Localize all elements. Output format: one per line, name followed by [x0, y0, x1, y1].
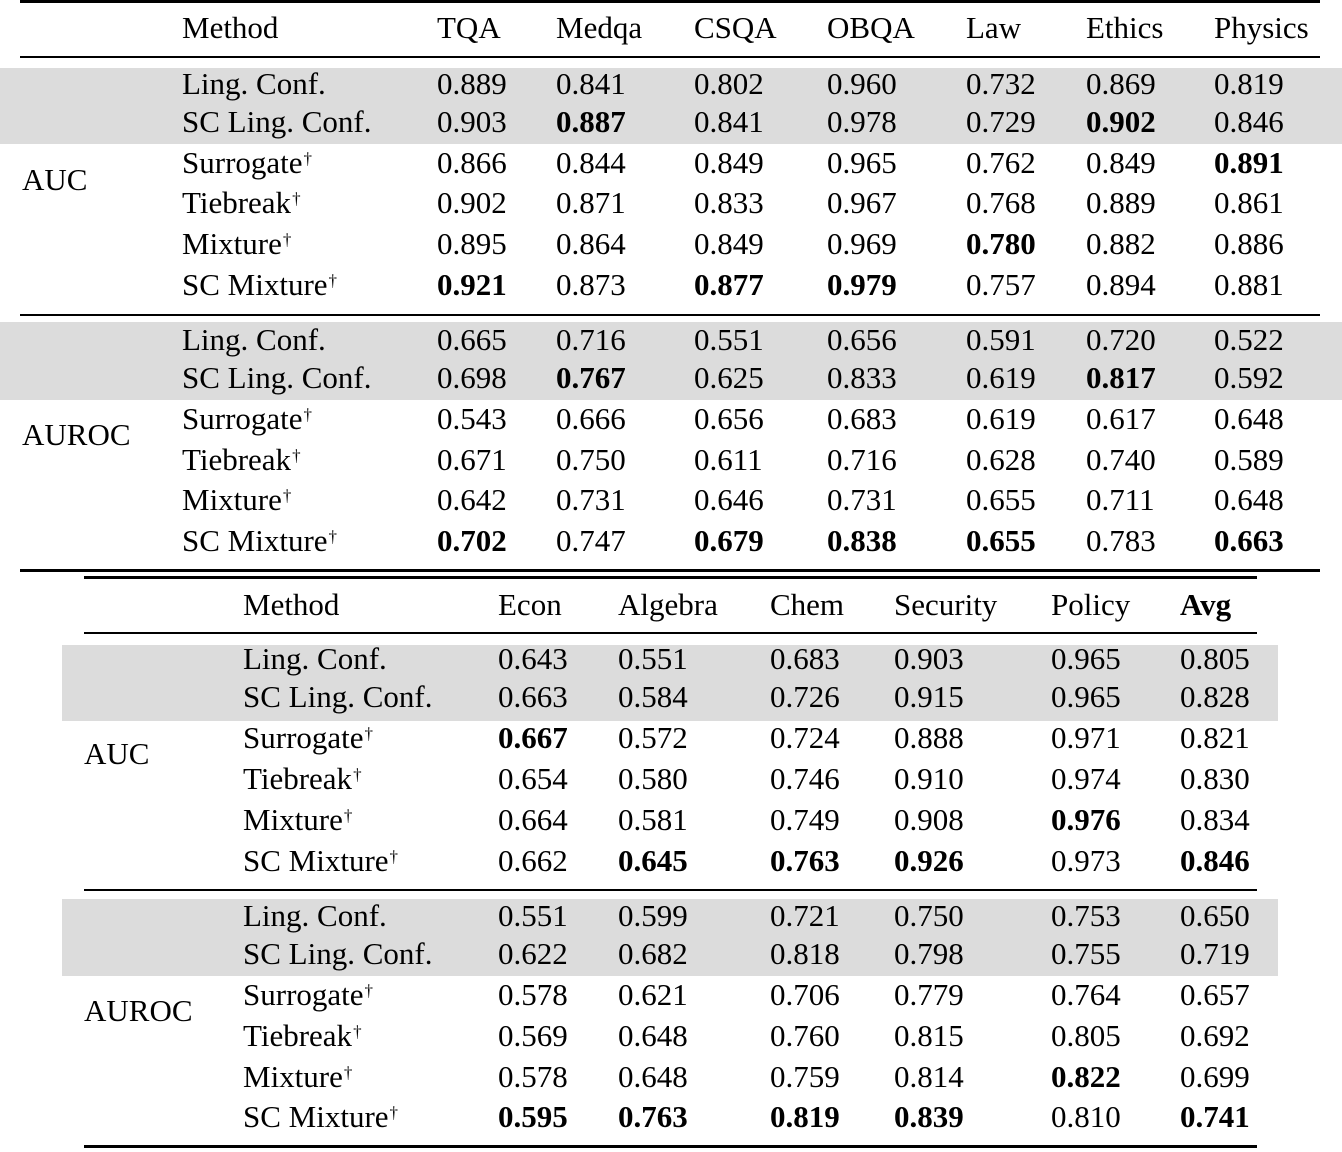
value-cell: 0.671 [437, 442, 507, 477]
column-header: Method [243, 587, 340, 622]
method-name [182, 267, 337, 303]
value-cell: 0.783 [1086, 523, 1156, 558]
value-cell: 0.846 [1180, 843, 1250, 878]
value-cell: 0.869 [1086, 66, 1156, 101]
method-name [182, 360, 371, 396]
value-cell: 0.971 [1051, 720, 1121, 755]
method-name [243, 679, 432, 715]
dagger-mark: † [303, 405, 313, 424]
column-header: Chem [770, 587, 845, 622]
value-cell: 0.645 [618, 843, 688, 878]
value-cell: 0.720 [1086, 322, 1156, 357]
value-cell: 0.821 [1180, 720, 1250, 755]
value-cell: 0.965 [1051, 641, 1121, 676]
dagger-mark: † [282, 486, 292, 505]
method-name [243, 898, 387, 934]
value-cell: 0.903 [437, 104, 507, 139]
value-cell: 0.617 [1086, 401, 1156, 436]
method-label: Surrogate [182, 401, 303, 436]
value-cell: 0.805 [1051, 1018, 1121, 1053]
value-cell: 0.569 [498, 1018, 568, 1053]
table-rule [84, 1145, 1257, 1148]
value-cell: 0.849 [694, 226, 764, 261]
method-label: Tiebreak [243, 761, 353, 796]
dagger-mark: † [343, 1063, 353, 1082]
value-cell: 0.665 [437, 322, 507, 357]
method-name [182, 145, 312, 181]
value-cell: 0.814 [894, 1059, 964, 1094]
value-cell: 0.663 [498, 679, 568, 714]
value-cell: 0.648 [618, 1059, 688, 1094]
method-label: Mixture [182, 482, 282, 517]
column-header: Algebra [618, 587, 718, 622]
dagger-mark: † [303, 149, 313, 168]
value-cell: 0.834 [1180, 802, 1250, 837]
value-cell: 0.915 [894, 679, 964, 714]
value-cell: 0.580 [618, 761, 688, 796]
column-header: Ethics [1086, 10, 1164, 45]
value-cell: 0.818 [770, 936, 840, 971]
value-cell: 0.551 [498, 898, 568, 933]
method-label: SC Mixture [243, 843, 389, 878]
value-cell: 0.757 [966, 267, 1036, 302]
value-cell: 0.819 [1214, 66, 1284, 101]
value-cell: 0.871 [556, 185, 626, 220]
value-cell: 0.731 [556, 482, 626, 517]
method-name [243, 1059, 352, 1095]
method-name [243, 936, 432, 972]
value-cell: 0.903 [894, 641, 964, 676]
method-label: Tiebreak [182, 442, 292, 477]
value-cell: 0.908 [894, 802, 964, 837]
method-label: SC Ling. Conf. [182, 104, 372, 139]
value-cell: 0.740 [1086, 442, 1156, 477]
table-rule [20, 56, 1320, 58]
value-cell: 0.891 [1214, 145, 1284, 180]
method-label: Ling. Conf. [182, 66, 326, 101]
value-cell: 0.974 [1051, 761, 1121, 796]
value-cell: 0.706 [770, 977, 840, 1012]
dagger-mark: † [282, 230, 292, 249]
column-header: OBQA [827, 10, 915, 45]
value-cell: 0.762 [966, 145, 1036, 180]
column-header: Physics [1214, 10, 1309, 45]
column-header: CSQA [694, 10, 777, 45]
value-cell: 0.763 [618, 1099, 688, 1134]
method-name [182, 104, 371, 140]
value-cell: 0.846 [1214, 104, 1284, 139]
value-cell: 0.815 [894, 1018, 964, 1053]
value-cell: 0.692 [1180, 1018, 1250, 1053]
method-label: Mixture [243, 1059, 343, 1094]
value-cell: 0.591 [966, 322, 1036, 357]
table-rule [20, 314, 1320, 316]
value-cell: 0.833 [694, 185, 764, 220]
value-cell: 0.749 [770, 802, 840, 837]
value-cell: 0.643 [498, 641, 568, 676]
value-cell: 0.650 [1180, 898, 1250, 933]
value-cell: 0.810 [1051, 1099, 1121, 1134]
value-cell: 0.543 [437, 401, 507, 436]
value-cell: 0.881 [1214, 267, 1284, 302]
value-cell: 0.849 [694, 145, 764, 180]
value-cell: 0.888 [894, 720, 964, 755]
dagger-mark: † [328, 527, 338, 546]
value-cell: 0.551 [694, 322, 764, 357]
table-rule [20, 569, 1320, 572]
metric-label: AUROC [22, 417, 131, 452]
dagger-mark: † [353, 1022, 362, 1041]
value-cell: 0.960 [827, 66, 897, 101]
method-label: Ling. Conf. [182, 322, 326, 357]
value-cell: 0.625 [694, 360, 764, 395]
dagger-mark: † [364, 724, 374, 743]
value-cell: 0.910 [894, 761, 964, 796]
column-header: TQA [437, 10, 501, 45]
value-cell: 0.683 [827, 401, 897, 436]
value-cell: 0.750 [556, 442, 626, 477]
column-header: Method [182, 10, 279, 45]
value-cell: 0.655 [966, 523, 1036, 558]
value-cell: 0.667 [498, 720, 568, 755]
method-name [243, 843, 398, 879]
value-cell: 0.746 [770, 761, 840, 796]
value-cell: 0.648 [618, 1018, 688, 1053]
metric-label: AUC [22, 162, 88, 197]
value-cell: 0.844 [556, 145, 626, 180]
method-name [243, 802, 352, 838]
value-cell: 0.655 [966, 482, 1036, 517]
value-cell: 0.666 [556, 401, 626, 436]
method-name [182, 66, 326, 102]
value-cell: 0.648 [1214, 482, 1284, 517]
table-rule [84, 632, 1257, 634]
value-cell: 0.682 [618, 936, 688, 971]
value-cell: 0.698 [437, 360, 507, 395]
value-cell: 0.731 [827, 482, 897, 517]
value-cell: 0.902 [437, 185, 507, 220]
value-cell: 0.841 [694, 104, 764, 139]
method-label: Surrogate [182, 145, 303, 180]
value-cell: 0.750 [894, 898, 964, 933]
method-label: SC Mixture [182, 267, 328, 302]
value-cell: 0.656 [827, 322, 897, 357]
value-cell: 0.589 [1214, 442, 1284, 477]
value-cell: 0.894 [1086, 267, 1156, 302]
value-cell: 0.767 [556, 360, 626, 395]
value-cell: 0.584 [618, 679, 688, 714]
method-name [182, 322, 326, 358]
value-cell: 0.726 [770, 679, 840, 714]
column-header: Medqa [556, 10, 643, 45]
value-cell: 0.764 [1051, 977, 1121, 1012]
value-cell: 0.822 [1051, 1059, 1121, 1094]
value-cell: 0.699 [1180, 1059, 1250, 1094]
value-cell: 0.759 [770, 1059, 840, 1094]
value-cell: 0.595 [498, 1099, 568, 1134]
dagger-mark: † [292, 189, 301, 208]
value-cell: 0.599 [618, 898, 688, 933]
value-cell: 0.719 [1180, 936, 1250, 971]
value-cell: 0.702 [437, 523, 507, 558]
method-label: SC Mixture [182, 523, 328, 558]
value-cell: 0.592 [1214, 360, 1284, 395]
value-cell: 0.581 [618, 802, 688, 837]
metric-label: AUROC [84, 993, 193, 1028]
method-label: Mixture [182, 226, 282, 261]
value-cell: 0.656 [694, 401, 764, 436]
value-cell: 0.889 [437, 66, 507, 101]
value-cell: 0.973 [1051, 843, 1121, 878]
method-name [182, 442, 301, 478]
value-cell: 0.619 [966, 360, 1036, 395]
dagger-mark: † [364, 981, 374, 1000]
value-cell: 0.729 [966, 104, 1036, 139]
value-cell: 0.902 [1086, 104, 1156, 139]
dagger-mark: † [389, 1103, 399, 1122]
method-name [182, 401, 312, 437]
value-cell: 0.882 [1086, 226, 1156, 261]
dagger-mark: † [353, 765, 362, 784]
value-cell: 0.965 [827, 145, 897, 180]
value-cell: 0.979 [827, 267, 897, 302]
column-header: Law [966, 10, 1022, 45]
value-cell: 0.864 [556, 226, 626, 261]
value-cell: 0.611 [694, 442, 763, 477]
column-header: Avg [1180, 587, 1232, 622]
value-cell: 0.646 [694, 482, 764, 517]
value-cell: 0.861 [1214, 185, 1284, 220]
value-cell: 0.755 [1051, 936, 1121, 971]
value-cell: 0.839 [894, 1099, 964, 1134]
dagger-mark: † [343, 806, 353, 825]
method-name [243, 720, 373, 756]
value-cell: 0.716 [827, 442, 897, 477]
column-header: Econ [498, 587, 562, 622]
value-cell: 0.622 [498, 936, 568, 971]
dagger-mark: † [328, 271, 338, 290]
value-cell: 0.926 [894, 843, 964, 878]
value-cell: 0.732 [966, 66, 1036, 101]
value-cell: 0.838 [827, 523, 897, 558]
method-label: Ling. Conf. [243, 641, 387, 676]
table-rule [84, 889, 1257, 891]
method-name [243, 977, 373, 1013]
method-name [243, 761, 362, 797]
value-cell: 0.747 [556, 523, 626, 558]
value-cell: 0.895 [437, 226, 507, 261]
value-cell: 0.976 [1051, 802, 1121, 837]
value-cell: 0.768 [966, 185, 1036, 220]
value-cell: 0.969 [827, 226, 897, 261]
value-cell: 0.578 [498, 977, 568, 1012]
value-cell: 0.621 [618, 977, 688, 1012]
value-cell: 0.830 [1180, 761, 1250, 796]
column-header: Policy [1051, 587, 1131, 622]
value-cell: 0.711 [1086, 482, 1155, 517]
value-cell: 0.662 [498, 843, 568, 878]
method-label: SC Mixture [243, 1099, 389, 1134]
value-cell: 0.760 [770, 1018, 840, 1053]
value-cell: 0.741 [1180, 1099, 1250, 1134]
method-name [243, 1018, 362, 1054]
value-cell: 0.724 [770, 720, 840, 755]
value-cell: 0.965 [1051, 679, 1121, 714]
value-cell: 0.887 [556, 104, 626, 139]
value-cell: 0.753 [1051, 898, 1121, 933]
value-cell: 0.664 [498, 802, 568, 837]
value-cell: 0.619 [966, 401, 1036, 436]
value-cell: 0.833 [827, 360, 897, 395]
value-cell: 0.841 [556, 66, 626, 101]
value-cell: 0.978 [827, 104, 897, 139]
value-cell: 0.802 [694, 66, 764, 101]
method-name [182, 523, 337, 559]
value-cell: 0.551 [618, 641, 688, 676]
value-cell: 0.572 [618, 720, 688, 755]
method-name [243, 1099, 398, 1135]
value-cell: 0.817 [1086, 360, 1156, 395]
column-header: Security [894, 587, 998, 622]
value-cell: 0.663 [1214, 523, 1284, 558]
method-name [243, 641, 387, 677]
value-cell: 0.877 [694, 267, 764, 302]
method-label: Surrogate [243, 720, 364, 755]
value-cell: 0.763 [770, 843, 840, 878]
table-rule [20, 0, 1320, 3]
value-cell: 0.873 [556, 267, 626, 302]
value-cell: 0.828 [1180, 679, 1250, 714]
method-name [182, 482, 291, 518]
method-label: Mixture [243, 802, 343, 837]
value-cell: 0.657 [1180, 977, 1250, 1012]
method-name [182, 185, 301, 221]
table-rule [84, 576, 1257, 579]
metric-label: AUC [84, 736, 150, 771]
value-cell: 0.779 [894, 977, 964, 1012]
value-cell: 0.679 [694, 523, 764, 558]
value-cell: 0.967 [827, 185, 897, 220]
value-cell: 0.654 [498, 761, 568, 796]
method-label: Surrogate [243, 977, 364, 1012]
dagger-mark: † [389, 847, 399, 866]
value-cell: 0.805 [1180, 641, 1250, 676]
method-name [182, 226, 291, 262]
value-cell: 0.648 [1214, 401, 1284, 436]
value-cell: 0.849 [1086, 145, 1156, 180]
value-cell: 0.683 [770, 641, 840, 676]
method-label: Tiebreak [243, 1018, 353, 1053]
method-label: SC Ling. Conf. [182, 360, 372, 395]
value-cell: 0.819 [770, 1099, 840, 1134]
value-cell: 0.798 [894, 936, 964, 971]
value-cell: 0.628 [966, 442, 1036, 477]
method-label: SC Ling. Conf. [243, 679, 433, 714]
value-cell: 0.522 [1214, 322, 1284, 357]
value-cell: 0.578 [498, 1059, 568, 1094]
value-cell: 0.866 [437, 145, 507, 180]
value-cell: 0.921 [437, 267, 507, 302]
value-cell: 0.716 [556, 322, 626, 357]
method-label: Ling. Conf. [243, 898, 387, 933]
value-cell: 0.889 [1086, 185, 1156, 220]
dagger-mark: † [292, 446, 301, 465]
value-cell: 0.886 [1214, 226, 1284, 261]
method-label: SC Ling. Conf. [243, 936, 433, 971]
value-cell: 0.642 [437, 482, 507, 517]
value-cell: 0.780 [966, 226, 1036, 261]
method-label: Tiebreak [182, 185, 292, 220]
value-cell: 0.721 [770, 898, 840, 933]
